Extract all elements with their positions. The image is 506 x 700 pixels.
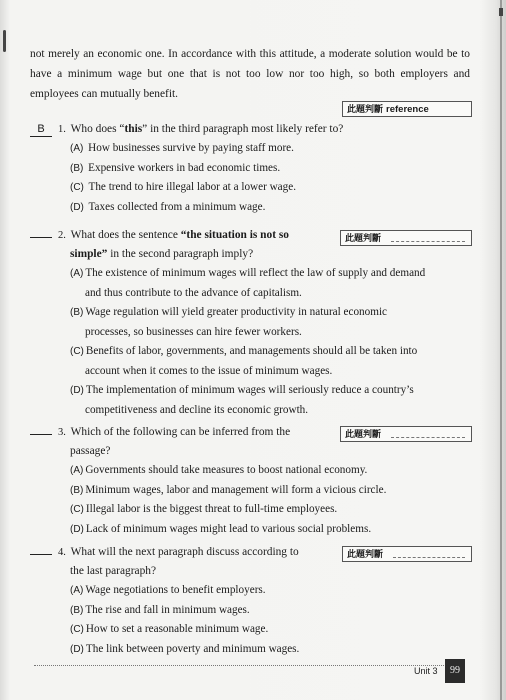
tag-label: 此題判斷 <box>347 550 384 560</box>
question-number: 4. <box>58 547 66 558</box>
option-c[interactable]: (C) The trend to hire illegal labor at a lower wage. <box>70 181 297 194</box>
answer-blank[interactable]: B <box>30 123 52 137</box>
option-a[interactable]: (A) Governments should take measures to boost national economy. <box>70 464 368 476</box>
footer-rule <box>34 665 444 666</box>
tag-label: 此題判斷 <box>345 430 382 440</box>
unit-label: Unit 3 <box>414 666 438 676</box>
answer-blank[interactable] <box>30 224 52 238</box>
tag-label: 此題判斷 <box>345 234 382 244</box>
question-number: 1. <box>58 124 66 135</box>
question-number: 2. <box>58 230 66 241</box>
question-number: 3. <box>58 427 66 438</box>
question-stem: What will the next paragraph discuss according to <box>70 546 299 558</box>
option-b[interactable]: (B) Minimum wages, labor and management will form a vicious circle. <box>70 483 387 496</box>
option-a[interactable]: (A) Wage negotiations to benefit employers. <box>70 584 266 596</box>
option-b[interactable]: (B) Wage regulation will yield greater productivity in natural economic <box>70 306 388 319</box>
question-1 <box>30 120 480 217</box>
question-stem: Who does “this” in the third paragraph most likely refer to? <box>70 123 344 135</box>
option-c[interactable]: (C) Illegal labor is the biggest threat to full-time employees. <box>70 503 338 516</box>
option-d[interactable]: (D) Lack of minimum wages might lead to various social problems. <box>70 522 372 535</box>
intro-paragraph: not merely an economic one. In accordance with this attitude, a moderate solution would be to have a minimum wage but one that is not too low nor too high, so both employers and employees can mutually benefit. <box>30 48 470 100</box>
page-edge-notch <box>499 8 503 16</box>
option-a[interactable]: (A) The existence of minimum wages will reflect the law of supply and demand <box>70 267 426 279</box>
option-d[interactable]: (D) Taxes collected from a minimum wage. <box>70 200 266 213</box>
question-stem: Which of the following can be inferred from the <box>70 426 291 438</box>
binding-mark <box>3 30 6 52</box>
question-3: 3. Which of the following can be inferred from the passage? (A) Governments should take measures to boost national economy. (B) Minimum wages, labor and management will form a vicious circle. (C) Illegal labor is the biggest threat to full-time employees. (D) Lack of minimum wages might lead to various social problems. <box>30 421 480 539</box>
question-4: 4. What will the next paragraph discuss according to the last paragraph? (A) Wage negotiations to benefit employers. (B) The rise and fall in minimum wages. (C) How to set a reasonable minimum wage. (D) The link between poverty and minimum wages. <box>30 541 480 659</box>
question-stem: What does the sentence “the situation is not so <box>70 229 289 241</box>
option-d[interactable]: (D) The implementation of minimum wages will seriously reduce a country’s <box>70 384 414 397</box>
tag-reference-text: reference <box>386 104 429 115</box>
option-b[interactable]: (B) The rise and fall in minimum wages. <box>70 603 250 616</box>
option-c[interactable]: (C) How to set a reasonable minimum wage. <box>70 623 269 636</box>
option-a[interactable]: (A) How businesses survive by paying staff more. <box>70 142 294 154</box>
answer-blank[interactable] <box>30 421 52 435</box>
tag-label: 此題判斷 <box>347 105 384 115</box>
reference-tag <box>342 101 472 117</box>
question-2: 2. What does the sentence “the situation is not so simple” in the second paragraph imply? (A) The existence of minimum wages will reflect the law of supply and demand and thus contribute to the advance of capitalism. (B) Wage regulation will yield greater productivity in natural economic processes, so businesses can hire fewer workers. (C) Benefits of labor, governments, and managements should all be taken into account when it comes to the issue of minimum wages. (D) The implementation of minimum wages will seriously reduce a country’s competitiveness and decline its economic growth. <box>30 224 480 420</box>
page-edge <box>500 0 502 700</box>
answer-blank[interactable] <box>30 541 52 555</box>
page-number: 99 <box>445 659 465 683</box>
option-b[interactable]: (B) Expensive workers in bad economic times. <box>70 161 281 174</box>
option-c[interactable]: (C) Benefits of labor, governments, and managements should all be taken into <box>70 345 418 358</box>
option-d[interactable]: (D) The link between poverty and minimum wages. <box>70 642 300 655</box>
